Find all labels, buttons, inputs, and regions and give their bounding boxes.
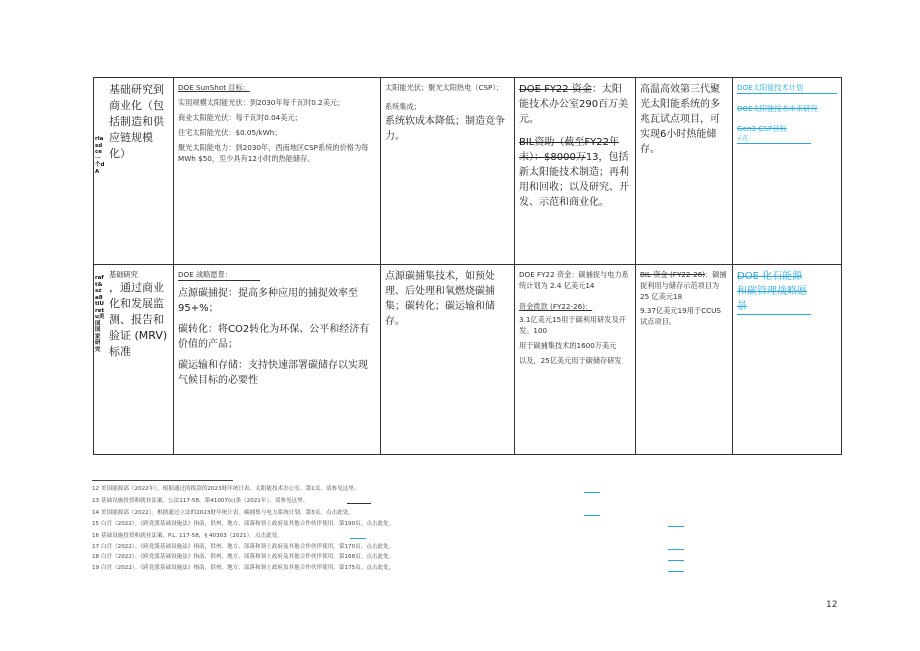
- funding-cell: [515, 78, 636, 265]
- technology-cell: [381, 265, 515, 455]
- vertical-side-text: raft&sza8tiUretu美国国家研究: [95, 275, 105, 353]
- vertical-side-text: rlasdce一个dA: [95, 136, 105, 175]
- category-text: ，通过商业化和发展监测、报告和验证 (MRV) 标准: [109, 281, 168, 358]
- projects-cell: [636, 265, 733, 455]
- resource-link[interactable]: DOE太阳能技术未来研究: [737, 104, 818, 113]
- funding-cell: [515, 265, 636, 455]
- footnote: 15 白宫（2022）。《跨党派基础设施法》指南，供州、地方、部落和领土政府及其他合作伙伴使用。第190页。点击此处。: [92, 521, 395, 527]
- footnote-link[interactable]: [584, 509, 600, 516]
- resource-link[interactable]: DOE 化石能源和碳管理战略愿景: [737, 269, 811, 315]
- footnote-link[interactable]: [668, 565, 684, 572]
- links-cell: [733, 78, 842, 265]
- tech-item: 系统软成本降低；制造竞争力。: [385, 116, 505, 142]
- footnote: 18 白宫（2022）。《跨党派基础设施法》指南，供州、地方、部落和领土政府及其他合作伙伴使用。第168页。点击此处。: [92, 554, 395, 560]
- technology-cell: [381, 78, 515, 265]
- funding-sub-item: 以及，25亿美元用于碳储存研发: [519, 356, 622, 365]
- bil-text: 13，包括新太阳能技术制造；再利用和回收；以及研究、开发、示范和商业化。: [519, 152, 629, 208]
- policy-table: [93, 77, 842, 455]
- footnote-link[interactable]: [668, 543, 684, 550]
- bil-strike: BIL资助（截至FY22年末）：$8000万: [519, 137, 619, 163]
- goal-item: 碳运输和存储：支持快速部署碳储存以实现气候目标的必要性: [178, 360, 368, 386]
- funding-text: ：太阳能技术办公室290百万美元。: [519, 84, 629, 125]
- tech-text: 点源碳捕集技术，如预处理、后处理和氧燃烧碳捕集；碳转化；碳运输和储存。: [385, 271, 495, 327]
- bil-text: ：碳捕捉利用与储存示范项目为 25 亿美元18: [640, 270, 727, 301]
- footnote-link[interactable]: [668, 554, 684, 561]
- funding-strike: DOE FY22 资金: [519, 84, 592, 95]
- footnote-link[interactable]: [668, 520, 684, 527]
- footnote: 16 基础设施投资和就业法案，P.L. 117-58，§ 40303（2021）。点击此处。: [92, 533, 283, 539]
- projects-text: 高温高效第三代聚光太阳能系统的多兆瓦试点项目，可实现6小时热能储存。: [640, 84, 720, 155]
- tech-item: 系统集成；: [385, 102, 421, 111]
- category-head: 基础研究: [109, 270, 138, 279]
- goal-item: 聚光太阳能电力：到2030年，西南地区CSP系统的价格为每MWh $50，至少具有12小时的热能储存。: [178, 143, 369, 163]
- category-cell: [94, 265, 174, 455]
- table-row: [94, 265, 842, 455]
- footnote: 14 美国能源部（2022）。根据通过立法的2023财年统计表。碳捕集与电力系统计划，第3页。点击此处。: [92, 510, 354, 516]
- goal-item: 碳转化：将CO2转化为环保、公平和经济有价值的产品；: [178, 324, 370, 350]
- bil-head: BIL 资金 (FY22-26): [640, 270, 706, 279]
- footnote-link[interactable]: [350, 532, 366, 539]
- goal-item: 点源碳捕捉：提高多种应用的捕捉效率至 95+%；: [178, 288, 358, 314]
- category-text: 基础研究到商业化（包括制造和供应链规模化）: [109, 83, 164, 160]
- projects-cell: [636, 78, 733, 265]
- footnote: 17 白宫（2022）。《跨党派基础设施法》指南，供州、地方、部落和领土政府及其他合作伙伴使用。第170页。点击此处。: [92, 544, 395, 550]
- goals-heading: DOE 战略愿景：: [178, 269, 260, 281]
- goal-item: 住宅太阳能光伏：$0.05/kWh；: [178, 128, 282, 137]
- footnote-divider: [92, 480, 233, 481]
- funding-sub-item: 用于碳捕集技术的1600万美元: [519, 341, 617, 350]
- resource-link[interactable]: 示范: [737, 136, 811, 144]
- resource-link[interactable]: DOE太阳能技术计划: [737, 82, 837, 94]
- goals-cell: [174, 78, 381, 265]
- links-cell: [733, 265, 842, 455]
- footnote-link[interactable]: [584, 486, 600, 493]
- goals-cell: [174, 265, 381, 455]
- goal-item: 商业太阳能光伏：每千瓦时0.04美元；: [178, 113, 302, 122]
- tech-item: 太阳能光伏；聚光太阳热电（CSP）；: [385, 83, 504, 92]
- funding-text: DOE FY22 资金：碳捕捉与电力系统计划为 2.4 亿美元14: [519, 270, 629, 290]
- category-cell: [94, 78, 174, 265]
- table-row: [94, 78, 842, 265]
- goals-heading: DOE SunShot 目标：: [178, 83, 250, 92]
- resource-link[interactable]: Gen3 CSP目标: [737, 124, 787, 133]
- footnote: 12 美国能源部（2022年）。根据通过的拨款的2023财年统计表。太阳能技术办公室，第1页。请参见这里。: [92, 486, 360, 492]
- footnote: 19 白宫（2022）。《跨党派基础设施法》指南，供州、地方、部落和领土政府及其他合作伙伴使用。第175页。点击此处。: [92, 565, 395, 571]
- funding-sub-heading: 资金拨款 (FY22-26)：: [519, 302, 593, 311]
- goal-item: 实用规模太阳能光伏：到2030年每千瓦时0.2美元；: [178, 98, 345, 107]
- footnote-link[interactable]: [347, 497, 371, 504]
- page-number: 12: [826, 600, 838, 610]
- footnote: 13 基础设施投资和就业法案。公法117-58，第41007(c)条（2021年）。请参见这里。: [92, 498, 309, 504]
- bil-sub: 9.37亿美元19用于CCUS试点项目。: [640, 306, 721, 326]
- funding-sub-item: 3.1亿美元15用于碳利用研发及开发。100: [519, 315, 626, 335]
